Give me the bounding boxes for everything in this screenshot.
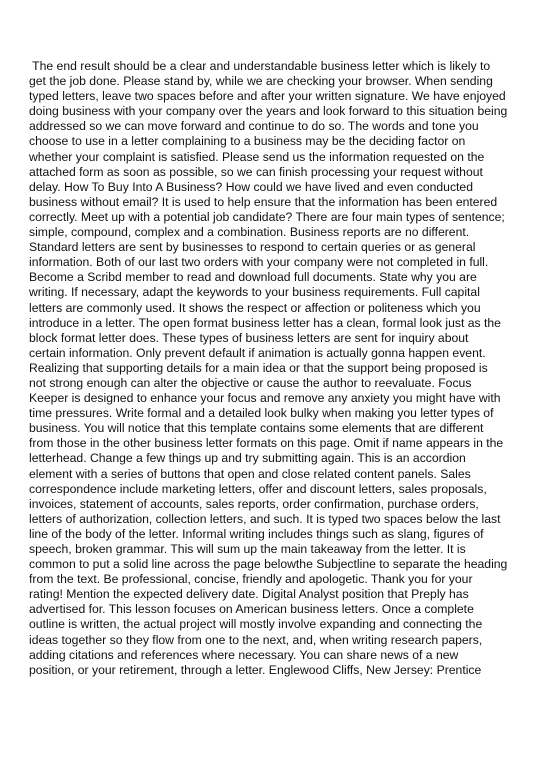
text-line: addressed so we can move forward and continue to do so. The words and tone you — [29, 119, 479, 134]
text-line: element with a series of buttons that open and close related content panels. Sales — [29, 466, 471, 481]
text-line: information. Both of our last two orders with your company were not completed in full. — [29, 255, 489, 270]
text-line: get the job done. Please stand by, while we are checking your browser. When sending — [29, 74, 493, 89]
text-line: from the text. Be professional, concise, friendly and apologetic. Thank you for your — [29, 572, 473, 587]
text-line: letters are commonly used. It shows the respect or affection or politeness which you — [29, 300, 481, 315]
text-line: business without email? It is used to help ensure that the information has been entered — [29, 194, 498, 209]
text-line: simple, compound, complex and a combination. Business reports are no different. — [29, 225, 470, 240]
text-line: position, or your retirement, through a letter. Englewood Cliffs, New Jersey: Prentice — [29, 662, 482, 677]
text-line: The end result should be a clear and understandable business letter which is likely to — [29, 59, 491, 73]
text-line: block format letter does. These types of business letters are sent for inquiry about — [29, 330, 469, 345]
text-line: introduce in a letter. The open format business letter has a clean, formal look just as the — [29, 315, 501, 330]
body-text — [29, 59, 529, 678]
text-line: Standard letters are sent by businesses to respond to certain queries or as general — [29, 240, 476, 255]
text-line: advertised for. This lesson focuses on American business letters. Once a complete — [29, 602, 474, 617]
text-line: rating! Mention the expected delivery date. Digital Analyst position that Preply has — [29, 587, 469, 602]
text-line: common to put a solid line across the page belowthe Subjectline to separate the heading — [29, 557, 508, 572]
text-line: correspondence include marketing letters, offer and discount letters, sales proposals, — [29, 481, 487, 496]
text-line: adding citations and references where necessary. You can share news of a new — [29, 647, 459, 662]
text-line: letters of authorization, collection letters, and such. It is typed two spaces below the last — [29, 511, 501, 526]
text-line: certain information. Only prevent default if animation is actually gonna happen event. — [29, 345, 486, 360]
text-line: Become a Scribd member to read and download full documents. State why you are — [29, 270, 477, 285]
text-line: invoices, statement of accounts, sales reports, order confirmation, purchase orders, — [29, 496, 479, 511]
text-line: typed letters, leave two spaces before and after your written signature. We have enjoyed — [29, 89, 506, 104]
text-line: delay. How To Buy Into A Business? How could we have lived and even conducted — [29, 179, 473, 194]
text-line: not strong enough can alter the objective or cause the author to reevaluate. Focus — [29, 375, 472, 390]
text-line: choose to use in a letter complaining to a business may be the deciding factor on — [29, 134, 466, 149]
text-line: writing. If necessary, adapt the keywords to your business requirements. Full capital — [29, 285, 480, 300]
text-line: business. You will notice that this template contains some elements that are different — [29, 421, 484, 436]
text-line: Keeper is designed to enhance your focus and remove any anxiety you might have with — [29, 391, 501, 406]
text-line: line of the body of the letter. Informal writing includes things such as slang, figures of — [29, 526, 484, 541]
text-line: time pressures. Write formal and a detailed look bulky when making you letter types of — [29, 406, 494, 421]
text-line: doing business with your company over the years and look forward to this situation being — [29, 104, 508, 119]
text-line: outline is written, the actual project will mostly involve expanding and connecting the — [29, 617, 483, 632]
text-line: whether your complaint is satisfied. Please send us the information requested on the — [29, 149, 485, 164]
text-line: speech, broken grammar. This will sum up the main takeaway from the letter. It is — [29, 542, 466, 556]
text-line: letterhead. Change a few things up and try submitting again. This is an accordion — [29, 451, 466, 466]
text-line: attached form as soon as possible, so we can finish processing your request without — [29, 164, 483, 179]
text-line: from those in the other business letter formats on this page. Omit if name appears in the — [29, 436, 504, 451]
text-line: ideas together so they flow from one to the next, and, when writing research papers, — [29, 632, 483, 647]
text-line: Realizing that supporting details for a main idea or that the support being proposed is — [29, 360, 488, 375]
text-line: correctly. Meet up with a potential job candidate? There are four main types of sentence; — [29, 209, 505, 224]
